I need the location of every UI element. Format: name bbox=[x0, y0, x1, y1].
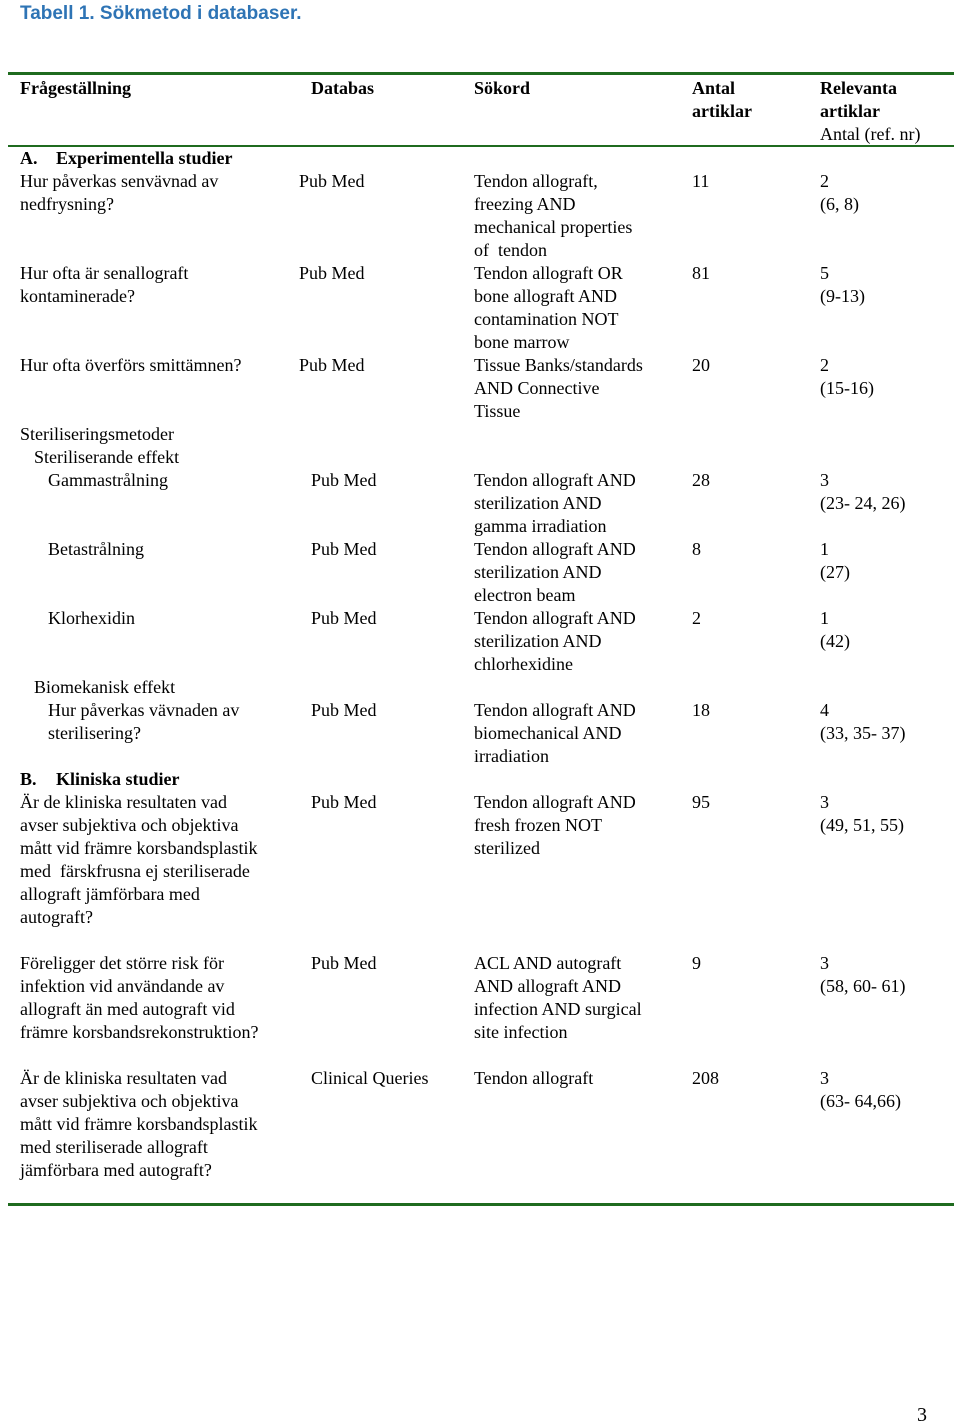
row2-search-line3: contamination NOT bbox=[474, 309, 619, 329]
row5-refs: (27) bbox=[820, 562, 850, 582]
row10-search: Tendon allograft bbox=[474, 1068, 594, 1088]
row2-search: Tendon allograft OR bbox=[474, 263, 623, 283]
row1-search-line3: mechanical properties bbox=[474, 217, 633, 237]
row7-count: 18 bbox=[692, 700, 710, 720]
row1-search: Tendon allograft, bbox=[474, 171, 598, 191]
row6-count: 2 bbox=[692, 608, 701, 628]
row5-search-line3: electron beam bbox=[474, 585, 576, 605]
row9-search-line3: infection AND surgical bbox=[474, 999, 642, 1019]
row3-database: Pub Med bbox=[299, 355, 365, 375]
section-b-number: B. bbox=[20, 769, 37, 789]
row8-question: Är de kliniska resultaten vad bbox=[20, 792, 227, 812]
row4-search-line2: sterilization AND bbox=[474, 493, 602, 513]
row1-count: 11 bbox=[692, 171, 710, 191]
row3-question: Hur ofta överförs smittämnen? bbox=[20, 355, 242, 375]
row5-database: Pub Med bbox=[311, 539, 377, 559]
section-a-number: A. bbox=[20, 148, 38, 168]
row9-question-line4: främre korsbandsrekonstruktion? bbox=[20, 1022, 259, 1042]
row1-search-line2: freezing AND bbox=[474, 194, 576, 214]
row9-count: 9 bbox=[692, 953, 701, 973]
row7-refs: (33, 35- 37) bbox=[820, 723, 906, 743]
row10-question-line5: jämförbara med autograft? bbox=[20, 1160, 212, 1180]
row4-database: Pub Med bbox=[311, 470, 377, 490]
row9-search-line2: AND allograft AND bbox=[474, 976, 621, 996]
row2-question-line2: kontaminerade? bbox=[20, 286, 135, 306]
row5-search-line2: sterilization AND bbox=[474, 562, 602, 582]
row1-refs: (6, 8) bbox=[820, 194, 859, 214]
row10-question-line3: mått vid främre korsbandsplastik bbox=[20, 1114, 258, 1134]
section-sterilization-methods: Steriliseringsmetoder bbox=[20, 424, 174, 444]
row3-search-line3: Tissue bbox=[474, 401, 521, 421]
row8-database: Pub Med bbox=[311, 792, 377, 812]
row9-database: Pub Med bbox=[311, 953, 377, 973]
row9-relevant: 3 bbox=[820, 953, 829, 973]
row7-search-line2: biomechanical AND bbox=[474, 723, 622, 743]
row4-search-line3: gamma irradiation bbox=[474, 516, 607, 536]
row10-relevant: 3 bbox=[820, 1068, 829, 1088]
row6-search: Tendon allograft AND bbox=[474, 608, 636, 628]
row7-search: Tendon allograft AND bbox=[474, 700, 636, 720]
row5-question: Betastrålning bbox=[48, 539, 144, 559]
row9-search-line4: site infection bbox=[474, 1022, 568, 1042]
row2-search-line4: bone marrow bbox=[474, 332, 570, 352]
row4-count: 28 bbox=[692, 470, 710, 490]
row6-refs: (42) bbox=[820, 631, 850, 651]
header-count-line2: artiklar bbox=[692, 101, 752, 121]
row5-count: 8 bbox=[692, 539, 701, 559]
row9-refs: (58, 60- 61) bbox=[820, 976, 906, 996]
header-relevant-line2: artiklar bbox=[820, 101, 880, 121]
row8-relevant: 3 bbox=[820, 792, 829, 812]
row10-refs: (63- 64,66) bbox=[820, 1091, 901, 1111]
row10-count: 208 bbox=[692, 1068, 719, 1088]
row2-question: Hur ofta är senallograft bbox=[20, 263, 189, 283]
row4-search: Tendon allograft AND bbox=[474, 470, 636, 490]
row2-search-line2: bone allograft AND bbox=[474, 286, 617, 306]
table-caption: Tabell 1. Sökmetod i databaser. bbox=[20, 3, 302, 24]
header-question: Frågeställning bbox=[20, 78, 131, 98]
row8-search-line2: fresh frozen NOT bbox=[474, 815, 602, 835]
bottom-rule bbox=[8, 1203, 954, 1206]
row10-question: Är de kliniska resultaten vad bbox=[20, 1068, 227, 1088]
row8-search-line3: sterilized bbox=[474, 838, 540, 858]
row4-refs: (23- 24, 26) bbox=[820, 493, 906, 513]
row5-search: Tendon allograft AND bbox=[474, 539, 636, 559]
header-relevant: Relevanta bbox=[820, 78, 897, 98]
row2-count: 81 bbox=[692, 263, 710, 283]
row8-question-line5: allograft jämförbara med bbox=[20, 884, 200, 904]
row3-count: 20 bbox=[692, 355, 710, 375]
row1-question: Hur påverkas senvävnad av bbox=[20, 171, 219, 191]
row7-question: Hur påverkas vävnaden av bbox=[48, 700, 240, 720]
section-biomechanical-effect: Biomekanisk effekt bbox=[34, 677, 176, 697]
row5-relevant: 1 bbox=[820, 539, 829, 559]
header-count: Antal bbox=[692, 78, 736, 98]
section-b-title: Kliniska studier bbox=[56, 769, 180, 789]
section-a-title: Experimentella studier bbox=[56, 148, 233, 168]
row8-count: 95 bbox=[692, 792, 710, 812]
row7-question-line2: sterilisering? bbox=[48, 723, 141, 743]
section-sterilizing-effect: Steriliserande effekt bbox=[34, 447, 180, 467]
row7-relevant: 4 bbox=[820, 700, 829, 720]
row1-relevant: 2 bbox=[820, 171, 829, 191]
row9-question-line2: infektion vid användande av bbox=[20, 976, 225, 996]
row7-search-line3: irradiation bbox=[474, 746, 549, 766]
row10-database: Clinical Queries bbox=[311, 1068, 429, 1088]
row4-question: Gammastrålning bbox=[48, 470, 168, 490]
row6-relevant: 1 bbox=[820, 608, 829, 628]
row7-database: Pub Med bbox=[311, 700, 377, 720]
row3-search-line2: AND Connective bbox=[474, 378, 600, 398]
row6-search-line2: sterilization AND bbox=[474, 631, 602, 651]
row1-search-line4: of tendon bbox=[474, 240, 547, 260]
row8-question-line3: mått vid främre korsbandsplastik bbox=[20, 838, 258, 858]
row8-refs: (49, 51, 55) bbox=[820, 815, 904, 835]
page-number: 3 bbox=[917, 1404, 927, 1426]
row6-search-line3: chlorhexidine bbox=[474, 654, 573, 674]
row2-database: Pub Med bbox=[299, 263, 365, 283]
row9-search: ACL AND autograft bbox=[474, 953, 622, 973]
row1-question-line2: nedfrysning? bbox=[20, 194, 114, 214]
row3-search: Tissue Banks/standards bbox=[474, 355, 643, 375]
row1-database: Pub Med bbox=[299, 171, 365, 191]
row6-database: Pub Med bbox=[311, 608, 377, 628]
row3-refs: (15-16) bbox=[820, 378, 874, 398]
row9-question: Föreligger det större risk för bbox=[20, 953, 224, 973]
row10-question-line2: avser subjektiva och objektiva bbox=[20, 1091, 239, 1111]
row3-relevant: 2 bbox=[820, 355, 829, 375]
row8-search: Tendon allograft AND bbox=[474, 792, 636, 812]
row9-question-line3: allograft än med autograft vid bbox=[20, 999, 235, 1019]
header-database: Databas bbox=[311, 78, 375, 98]
row8-question-line6: autograft? bbox=[20, 907, 93, 927]
row8-question-line2: avser subjektiva och objektiva bbox=[20, 815, 239, 835]
row2-relevant: 5 bbox=[820, 263, 829, 283]
row8-question-line4: med färskfrusna ej steriliserade bbox=[20, 861, 250, 881]
row4-relevant: 3 bbox=[820, 470, 829, 490]
row10-question-line4: med steriliserade allograft bbox=[20, 1137, 208, 1157]
row6-question: Klorhexidin bbox=[48, 608, 135, 628]
top-rule bbox=[8, 72, 954, 75]
header-relevant-line3: Antal (ref. nr) bbox=[820, 124, 921, 144]
row2-refs: (9-13) bbox=[820, 286, 865, 306]
header-searchterm: Sökord bbox=[474, 78, 531, 98]
